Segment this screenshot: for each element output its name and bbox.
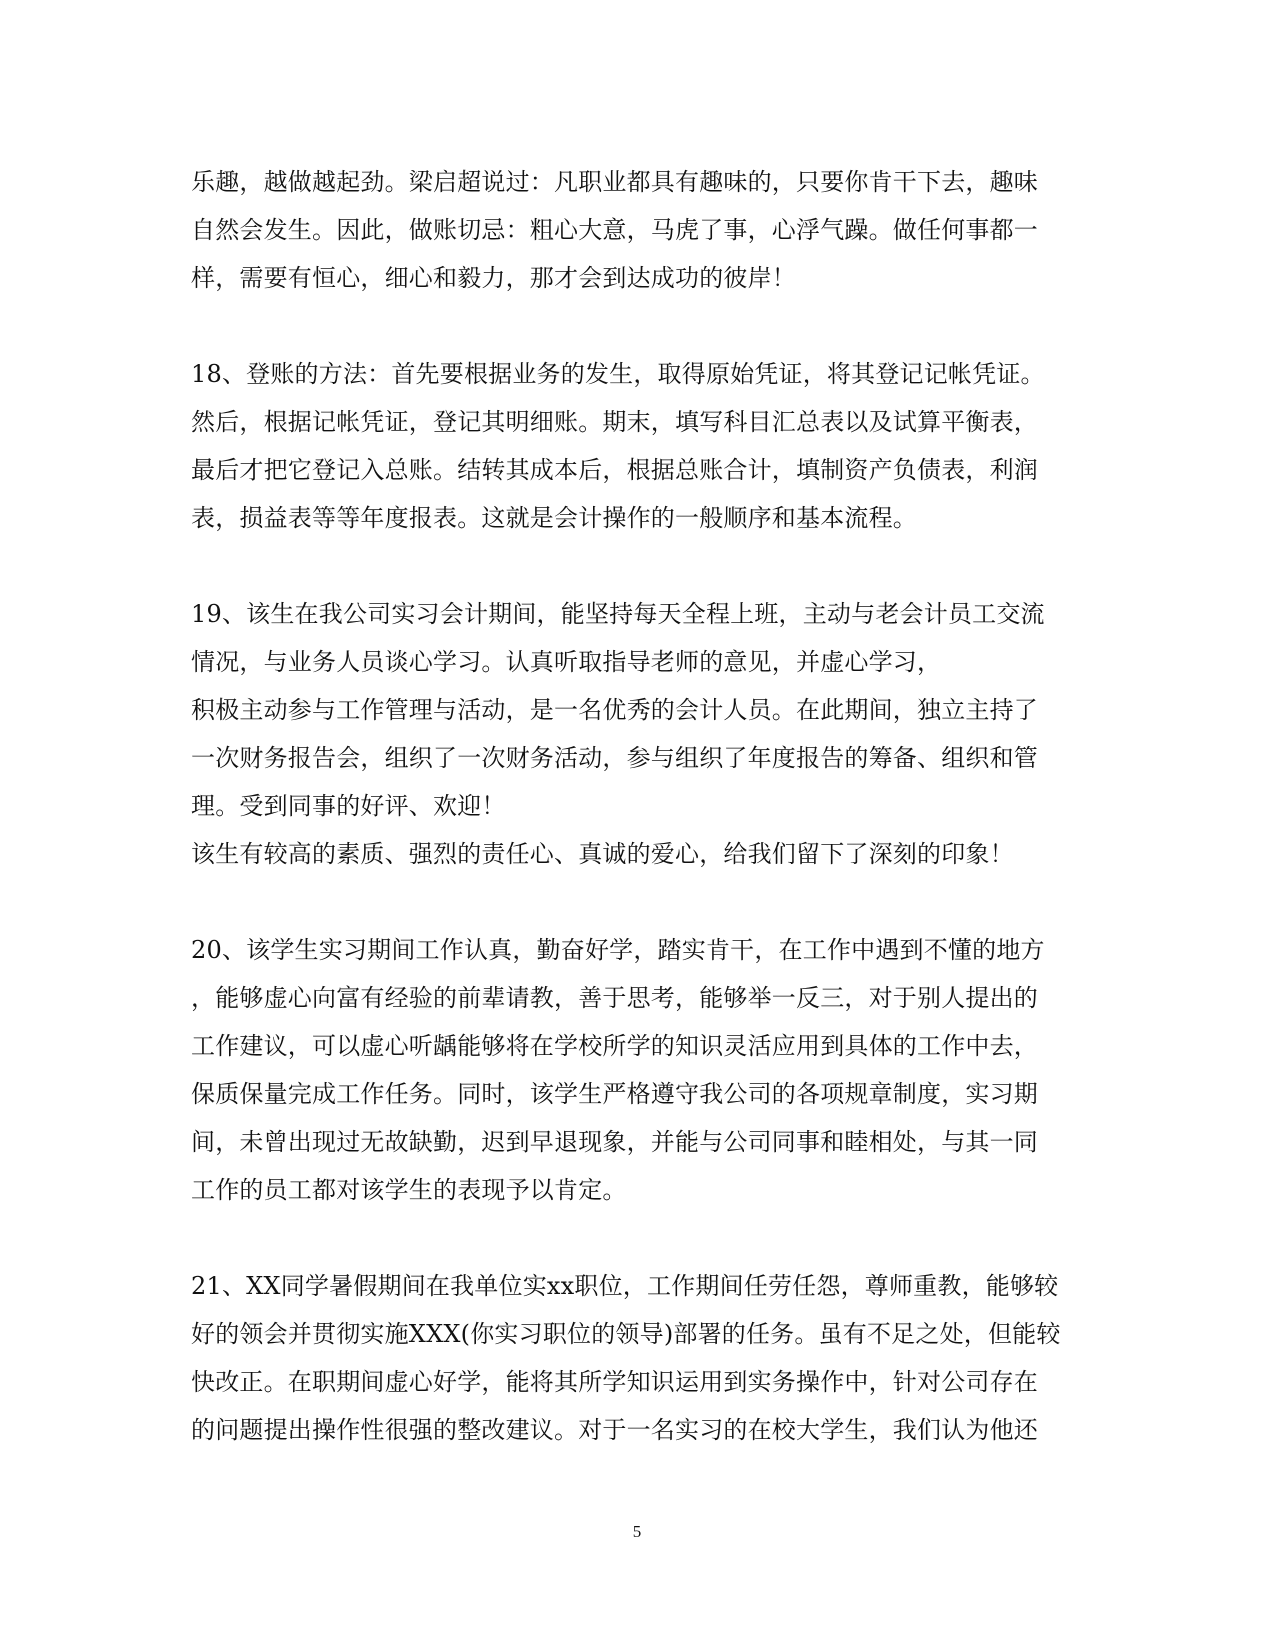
text-line: 一次财务报告会，组织了一次财务活动，参与组织了年度报告的筹备、组织和管 xyxy=(191,744,1038,772)
paragraph-17-continued xyxy=(191,158,1091,302)
text-line: 保质保量完成工作任务。同时，该学生严格遵守我公司的各项规章制度，实习期 xyxy=(191,1080,1038,1108)
text-line: 工作的员工都对该学生的表现予以肯定。 xyxy=(191,1176,627,1204)
text-line: 理。受到同事的好评、欢迎！ xyxy=(191,792,506,820)
paragraph-spacer xyxy=(191,1214,1091,1262)
text-line: 间，未曾出现过无故缺勤，迟到早退现象，并能与公司同事和睦相处，与其一同 xyxy=(191,1128,1038,1156)
paragraph-spacer xyxy=(191,302,1091,350)
text-line: 该生有较高的素质、强烈的责任心、真诚的爱心，给我们留下了深刻的印象！ xyxy=(191,840,1014,868)
paragraph-21 xyxy=(191,1262,1091,1454)
text-line: 乐趣，越做越起劲。梁启超说过：凡职业都具有趣味的，只要你肯干下去，趣味 xyxy=(191,168,1038,196)
paragraph-19 xyxy=(191,590,1091,878)
text-line: ，能够虚心向富有经验的前辈请教，善于思考，能够举一反三，对于别人提出的 xyxy=(191,984,1038,1012)
page-number: 5 xyxy=(632,1522,642,1541)
text-line: 的问题提出操作性很强的整改建议。对于一名实习的在校大学生，我们认为他还 xyxy=(191,1416,1038,1444)
text-line: 最后才把它登记入总账。结转其成本后，根据总账合计，填制资产负债表，利润 xyxy=(191,456,1038,484)
text-line: 表，损益表等等年度报表。这就是会计操作的一般顺序和基本流程。 xyxy=(191,504,917,532)
text-line: 18、登账的方法：首先要根据业务的发生，取得原始凭证，将其登记记帐凭证。 xyxy=(191,360,1045,388)
document-body xyxy=(191,158,1091,1454)
text-line: 积极主动参与工作管理与活动，是一名优秀的会计人员。在此期间，独立主持了 xyxy=(191,696,1038,724)
text-line: 19、该生在我公司实习会计期间，能坚持每天全程上班，主动与老会计员工交流 xyxy=(191,600,1045,628)
text-line: 自然会发生。因此，做账切忌：粗心大意，马虎了事，心浮气躁。做任何事都一 xyxy=(191,216,1038,244)
text-line: 好的领会并贯彻实施XXX(你实习职位的领导)部署的任务。虽有不足之处，但能较 xyxy=(191,1320,1061,1348)
text-line: 20、该学生实习期间工作认真，勤奋好学，踏实肯干，在工作中遇到不懂的地方 xyxy=(191,936,1045,964)
text-line: 21、XX同学暑假期间在我单位实xx职位，工作期间任劳任怨，尊师重教，能够较 xyxy=(191,1272,1059,1300)
paragraph-spacer xyxy=(191,542,1091,590)
text-line: 工作建议，可以虚心听龋能够将在学校所学的知识灵活应用到具体的工作中去， xyxy=(191,1032,1038,1060)
text-line: 情况，与业务人员谈心学习。认真听取指导老师的意见，并虚心学习， xyxy=(191,648,942,676)
text-line: 然后，根据记帐凭证，登记其明细账。期末，填写科目汇总表以及试算平衡表， xyxy=(191,408,1038,436)
text-line: 样，需要有恒心，细心和毅力，那才会到达成功的彼岸！ xyxy=(191,264,796,292)
text-line: 快改正。在职期间虚心好学，能将其所学知识运用到实务操作中，针对公司存在 xyxy=(191,1368,1038,1396)
paragraph-18 xyxy=(191,350,1091,542)
paragraph-spacer xyxy=(191,878,1091,926)
paragraph-20 xyxy=(191,926,1091,1214)
